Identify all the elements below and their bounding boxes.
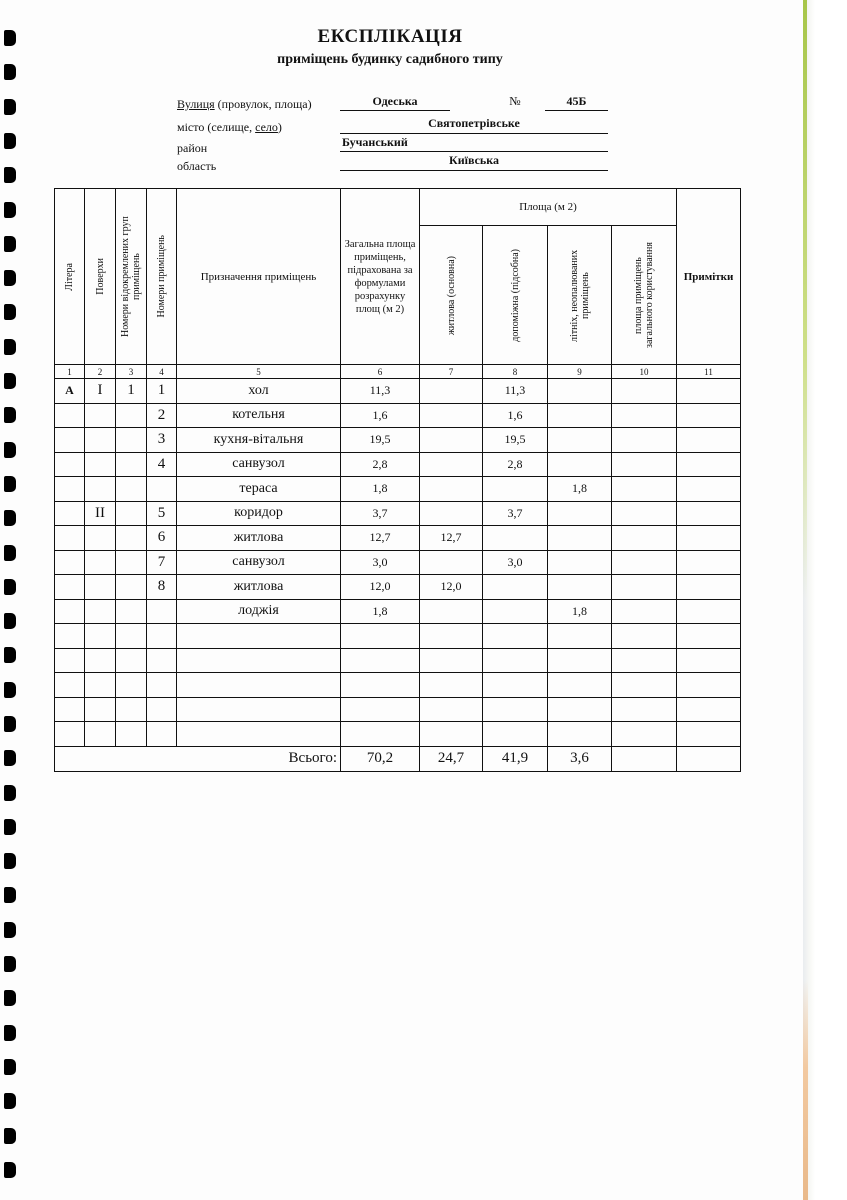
cell-notes — [677, 526, 741, 551]
punch-hole — [4, 579, 16, 595]
cell-litera — [55, 673, 85, 698]
header-summer-area: літніх, неопалюваних приміщень — [548, 226, 612, 365]
cell-room-number — [147, 673, 177, 698]
table-row — [55, 722, 741, 747]
binder-edge-green — [803, 0, 807, 600]
cell-notes — [677, 599, 741, 624]
cell-living-area: 12,0 — [420, 575, 483, 600]
cell-total-area: 19,5 — [341, 428, 420, 453]
table-row — [55, 575, 741, 600]
cell-notes — [677, 648, 741, 673]
cell-living-area — [420, 452, 483, 477]
cell-litera — [55, 575, 85, 600]
punch-hole — [4, 99, 16, 115]
cell-total-area: 12,7 — [341, 526, 420, 551]
document-title: ЕКСПЛІКАЦІЯ — [317, 26, 463, 47]
punch-hole — [4, 373, 16, 389]
cell-notes — [677, 477, 741, 502]
totals-notes — [677, 746, 741, 771]
cell-floor — [85, 403, 116, 428]
cell-room-number: 5 — [147, 501, 177, 526]
cell-common-area — [612, 428, 677, 453]
table-row — [55, 697, 741, 722]
cell-common-area — [612, 526, 677, 551]
cell-purpose — [177, 624, 341, 649]
cell-litera — [55, 599, 85, 624]
cell-auxiliary-area — [483, 673, 548, 698]
city-label: місто (селище, село) — [177, 120, 282, 134]
cell-common-area — [612, 379, 677, 404]
cell-litera — [55, 526, 85, 551]
cell-purpose: коридор — [177, 501, 341, 526]
punch-hole — [4, 1059, 16, 1075]
header-area-group: Площа (м 2) — [420, 189, 677, 226]
number-label: № — [509, 94, 521, 108]
cell-floor — [85, 550, 116, 575]
header-floors: Поверхи — [85, 189, 116, 365]
punch-hole — [4, 647, 16, 663]
cell-living-area — [420, 673, 483, 698]
cell-notes — [677, 697, 741, 722]
cell-purpose: санвузол — [177, 452, 341, 477]
cell-common-area — [612, 624, 677, 649]
punch-hole — [4, 167, 16, 183]
header-litera: Літера — [55, 189, 85, 365]
cell-purpose: житлова — [177, 575, 341, 600]
cell-total-area — [341, 697, 420, 722]
cell-summer-area — [548, 550, 612, 575]
cell-floor — [85, 624, 116, 649]
column-number: 5 — [177, 365, 341, 379]
column-number: 8 — [483, 365, 548, 379]
cell-purpose — [177, 697, 341, 722]
table-row — [55, 501, 741, 526]
cell-total-area: 3,7 — [341, 501, 420, 526]
punch-hole — [4, 750, 16, 766]
column-number: 7 — [420, 365, 483, 379]
cell-summer-area — [548, 428, 612, 453]
cell-floor — [85, 673, 116, 698]
cell-floor — [85, 452, 116, 477]
cell-auxiliary-area — [483, 722, 548, 747]
header-auxiliary-area: допоміжна (підсобна) — [483, 226, 548, 365]
cell-living-area — [420, 722, 483, 747]
punch-hole — [4, 1093, 16, 1109]
cell-floor: II — [85, 501, 116, 526]
cell-total-area: 11,3 — [341, 379, 420, 404]
cell-total-area — [341, 722, 420, 747]
cell-common-area — [612, 599, 677, 624]
cell-floor — [85, 697, 116, 722]
cell-notes — [677, 673, 741, 698]
cell-group — [116, 599, 147, 624]
cell-summer-area — [548, 624, 612, 649]
cell-litera: А — [55, 379, 85, 404]
cell-litera — [55, 722, 85, 747]
cell-total-area — [341, 673, 420, 698]
cell-summer-area — [548, 697, 612, 722]
punch-hole — [4, 1162, 16, 1178]
cell-living-area — [420, 697, 483, 722]
city-underline — [340, 133, 608, 134]
cell-living-area — [420, 550, 483, 575]
page-edge — [803, 0, 847, 1200]
cell-group — [116, 722, 147, 747]
city-value: Святопетрівське — [428, 116, 520, 130]
punch-hole — [4, 1025, 16, 1041]
cell-purpose: житлова — [177, 526, 341, 551]
cell-group — [116, 697, 147, 722]
cell-group — [116, 428, 147, 453]
cell-group — [116, 624, 147, 649]
cell-total-area: 12,0 — [341, 575, 420, 600]
cell-notes — [677, 379, 741, 404]
cell-common-area — [612, 550, 677, 575]
column-number: 9 — [548, 365, 612, 379]
cell-litera — [55, 550, 85, 575]
totals-row — [55, 746, 741, 771]
cell-common-area — [612, 501, 677, 526]
cell-purpose: лоджія — [177, 599, 341, 624]
cell-summer-area — [548, 452, 612, 477]
cell-auxiliary-area: 3,7 — [483, 501, 548, 526]
cell-auxiliary-area — [483, 599, 548, 624]
cell-common-area — [612, 477, 677, 502]
table-row — [55, 550, 741, 575]
punch-hole — [4, 819, 16, 835]
cell-auxiliary-area: 3,0 — [483, 550, 548, 575]
column-number: 1 — [55, 365, 85, 379]
cell-group — [116, 575, 147, 600]
cell-auxiliary-area — [483, 624, 548, 649]
cell-room-number — [147, 624, 177, 649]
column-number: 4 — [147, 365, 177, 379]
cell-auxiliary-area — [483, 648, 548, 673]
cell-living-area — [420, 599, 483, 624]
document-subtitle: приміщень будинку садибного типу — [277, 52, 503, 67]
cell-living-area — [420, 428, 483, 453]
cell-common-area — [612, 697, 677, 722]
cell-auxiliary-area — [483, 477, 548, 502]
cell-common-area — [612, 452, 677, 477]
header-room-groups: Номери відокремлених груп приміщень — [116, 189, 147, 365]
cell-floor — [85, 477, 116, 502]
cell-notes — [677, 550, 741, 575]
cell-group — [116, 477, 147, 502]
cell-group — [116, 403, 147, 428]
cell-notes — [677, 452, 741, 477]
cell-notes — [677, 624, 741, 649]
cell-summer-area — [548, 673, 612, 698]
explication-table — [54, 188, 741, 772]
cell-total-area: 1,8 — [341, 599, 420, 624]
cell-litera — [55, 428, 85, 453]
cell-group — [116, 452, 147, 477]
cell-floor — [85, 722, 116, 747]
cell-room-number: 3 — [147, 428, 177, 453]
cell-summer-area — [548, 722, 612, 747]
column-number: 2 — [85, 365, 116, 379]
column-number-row — [55, 365, 741, 379]
cell-common-area — [612, 648, 677, 673]
cell-floor — [85, 428, 116, 453]
totals-auxiliary-area: 41,9 — [483, 746, 548, 771]
region-label: область — [177, 159, 217, 173]
punch-hole — [4, 682, 16, 698]
cell-purpose — [177, 722, 341, 747]
cell-room-number — [147, 722, 177, 747]
totals-total-area: 70,2 — [341, 746, 420, 771]
totals-common-area — [612, 746, 677, 771]
cell-notes — [677, 501, 741, 526]
cell-common-area — [612, 575, 677, 600]
cell-living-area — [420, 379, 483, 404]
district-label: район — [177, 141, 208, 155]
cell-notes — [677, 722, 741, 747]
cell-purpose: кухня-вітальня — [177, 428, 341, 453]
cell-group — [116, 673, 147, 698]
cell-litera — [55, 477, 85, 502]
table-row — [55, 403, 741, 428]
cell-summer-area — [548, 648, 612, 673]
punch-hole — [4, 785, 16, 801]
cell-auxiliary-area: 2,8 — [483, 452, 548, 477]
header-notes: Примітки — [677, 189, 741, 365]
cell-purpose: хол — [177, 379, 341, 404]
punch-hole — [4, 270, 16, 286]
cell-room-number — [147, 477, 177, 502]
cell-living-area — [420, 477, 483, 502]
cell-purpose: тераса — [177, 477, 341, 502]
cell-total-area: 2,8 — [341, 452, 420, 477]
cell-summer-area — [548, 501, 612, 526]
cell-group — [116, 501, 147, 526]
cell-purpose: санвузол — [177, 550, 341, 575]
cell-total-area — [341, 624, 420, 649]
number-underline — [545, 110, 608, 111]
punch-hole — [4, 476, 16, 492]
cell-litera — [55, 403, 85, 428]
punch-hole — [4, 990, 16, 1006]
punch-hole — [4, 545, 16, 561]
cell-room-number — [147, 599, 177, 624]
cell-auxiliary-area: 19,5 — [483, 428, 548, 453]
cell-auxiliary-area — [483, 526, 548, 551]
cell-living-area — [420, 403, 483, 428]
table-row — [55, 452, 741, 477]
table-row — [55, 624, 741, 649]
punch-hole — [4, 613, 16, 629]
street-value: Одеська — [372, 94, 418, 108]
cell-room-number: 1 — [147, 379, 177, 404]
cell-common-area — [612, 722, 677, 747]
punch-hole — [4, 853, 16, 869]
cell-floor — [85, 599, 116, 624]
cell-total-area: 3,0 — [341, 550, 420, 575]
column-number: 11 — [677, 365, 741, 379]
cell-purpose: котельня — [177, 403, 341, 428]
cell-purpose — [177, 673, 341, 698]
cell-summer-area — [548, 575, 612, 600]
cell-room-number: 7 — [147, 550, 177, 575]
punch-hole — [4, 407, 16, 423]
cell-summer-area — [548, 526, 612, 551]
header-total-area: Загальна площа приміщень, підрахована за формулами розрахунку площ (м 2) — [341, 189, 420, 365]
cell-total-area — [341, 648, 420, 673]
cell-notes — [677, 403, 741, 428]
region-underline — [340, 170, 608, 171]
cell-group — [116, 550, 147, 575]
cell-auxiliary-area: 1,6 — [483, 403, 548, 428]
cell-living-area — [420, 624, 483, 649]
punch-hole — [4, 304, 16, 320]
cell-litera — [55, 697, 85, 722]
cell-living-area — [420, 501, 483, 526]
cell-room-number: 4 — [147, 452, 177, 477]
cell-litera — [55, 648, 85, 673]
cell-room-number: 8 — [147, 575, 177, 600]
totals-label: Всього: — [55, 746, 341, 771]
punch-hole — [4, 442, 16, 458]
cell-living-area — [420, 648, 483, 673]
street-underline — [340, 110, 450, 111]
house-number-value: 45Б — [566, 94, 587, 108]
cell-summer-area: 1,8 — [548, 599, 612, 624]
table-row — [55, 379, 741, 404]
column-number: 6 — [341, 365, 420, 379]
punch-hole — [4, 133, 16, 149]
cell-notes — [677, 428, 741, 453]
table-row — [55, 477, 741, 502]
cell-group — [116, 526, 147, 551]
cell-litera — [55, 624, 85, 649]
cell-total-area: 1,8 — [341, 477, 420, 502]
punch-hole — [4, 887, 16, 903]
cell-summer-area: 1,8 — [548, 477, 612, 502]
district-underline — [340, 151, 608, 152]
punch-hole — [4, 510, 16, 526]
cell-common-area — [612, 403, 677, 428]
cell-floor: I — [85, 379, 116, 404]
cell-room-number — [147, 697, 177, 722]
cell-summer-area — [548, 379, 612, 404]
column-number: 3 — [116, 365, 147, 379]
punch-hole — [4, 956, 16, 972]
binder-edge-orange — [803, 980, 808, 1200]
punch-hole — [4, 339, 16, 355]
cell-auxiliary-area — [483, 697, 548, 722]
cell-litera — [55, 452, 85, 477]
cell-total-area: 1,6 — [341, 403, 420, 428]
cell-floor — [85, 575, 116, 600]
punch-hole — [4, 236, 16, 252]
cell-auxiliary-area — [483, 575, 548, 600]
cell-notes — [677, 575, 741, 600]
table-row — [55, 526, 741, 551]
cell-floor — [85, 526, 116, 551]
header-room-numbers: Номери приміщень — [147, 189, 177, 365]
header-purpose: Призначення приміщень — [177, 189, 341, 365]
punch-hole — [4, 922, 16, 938]
cell-group: 1 — [116, 379, 147, 404]
punch-hole — [4, 202, 16, 218]
cell-room-number: 2 — [147, 403, 177, 428]
punch-hole — [4, 1128, 16, 1144]
table-row — [55, 599, 741, 624]
cell-floor — [85, 648, 116, 673]
table-row — [55, 673, 741, 698]
cell-room-number: 6 — [147, 526, 177, 551]
header-living-area: житлова (основна) — [420, 226, 483, 365]
table-row — [55, 648, 741, 673]
cell-auxiliary-area: 11,3 — [483, 379, 548, 404]
cell-summer-area — [548, 403, 612, 428]
cell-room-number — [147, 648, 177, 673]
punch-hole — [4, 716, 16, 732]
district-value: Бучанський — [342, 135, 408, 149]
totals-living-area: 24,7 — [420, 746, 483, 771]
cell-litera — [55, 501, 85, 526]
cell-purpose — [177, 648, 341, 673]
table-row — [55, 428, 741, 453]
cell-living-area: 12,7 — [420, 526, 483, 551]
street-label: Вулиця (провулок, площа) — [177, 97, 312, 111]
region-value: Київська — [449, 153, 499, 167]
column-number: 10 — [612, 365, 677, 379]
totals-summer-area: 3,6 — [548, 746, 612, 771]
cell-group — [116, 648, 147, 673]
cell-common-area — [612, 673, 677, 698]
header-common-area: площа приміщень загального користування — [612, 226, 677, 365]
